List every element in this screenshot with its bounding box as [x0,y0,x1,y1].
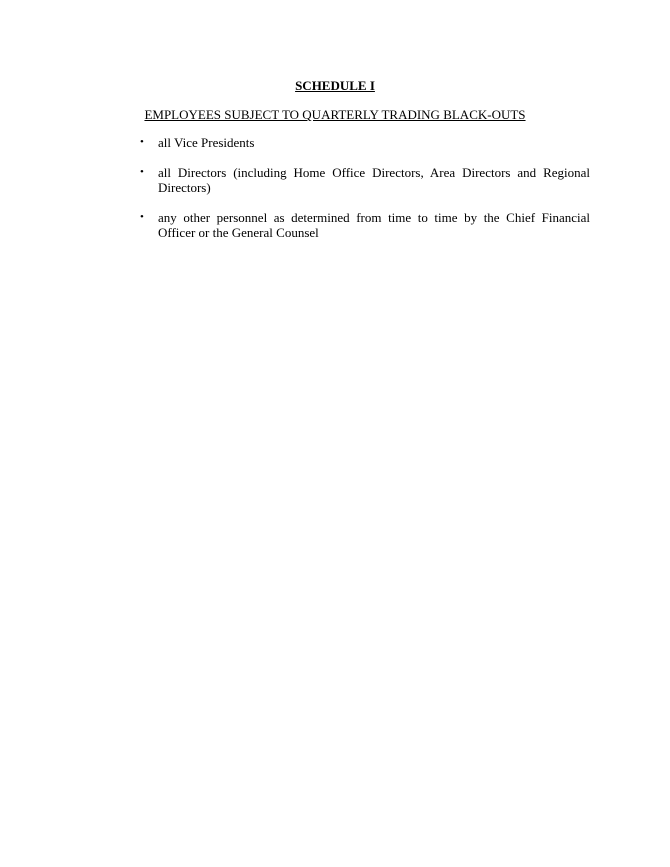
bullet-icon: • [140,166,144,178]
list-item-vice-presidents [140,135,590,150]
list-item-text: all Directors (including Home Office Directors, Area Directors and Regional Directors) [158,165,590,195]
list-item-text: any other personnel as determined from time to time by the Chief Financial Officer or the General Counsel [158,210,590,240]
employee-list [140,135,590,255]
bullet-icon: • [140,211,144,223]
bullet-icon: • [140,136,144,148]
schedule-subtitle: EMPLOYEES SUBJECT TO QUARTERLY TRADING BLACK-OUTS [144,107,526,122]
schedule-title: SCHEDULE I [295,78,375,93]
list-item-directors [140,165,590,195]
list-item-other-personnel [140,210,590,240]
list-item-text: all Vice Presidents [158,135,255,150]
